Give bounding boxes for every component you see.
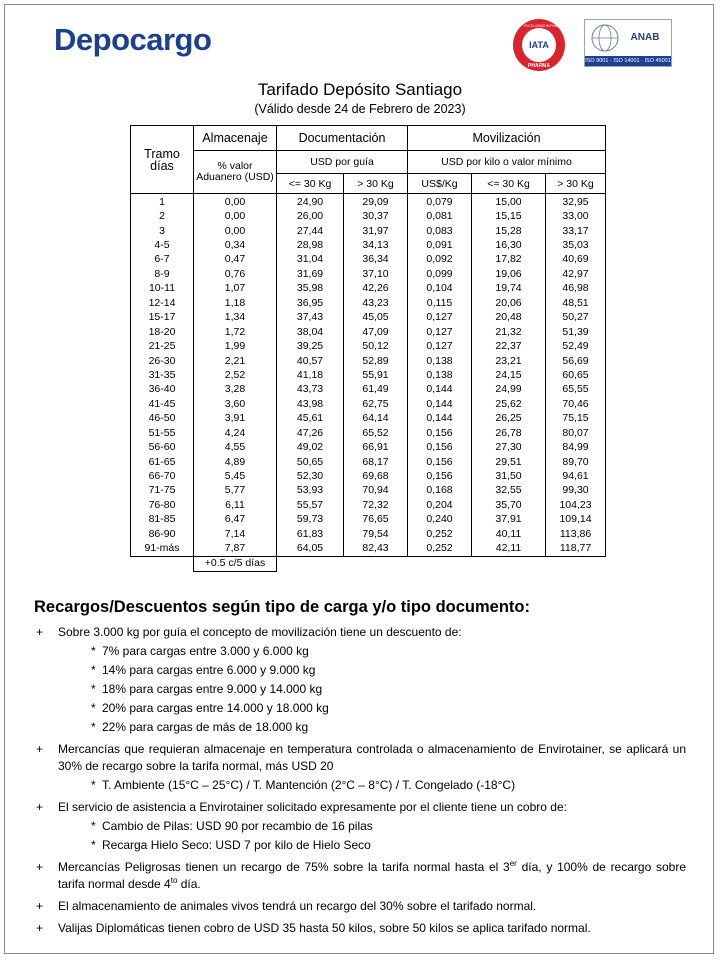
cell-tramo: 76-80	[131, 498, 194, 512]
cell-mov-usdkg: 0,081	[408, 209, 472, 223]
cell-tramo: 66-70	[131, 469, 194, 483]
table-row	[131, 238, 606, 252]
iso-certification-seal	[584, 19, 672, 67]
anab-label: ANAB	[630, 32, 660, 43]
cell-mov-le30: 35,70	[472, 498, 546, 512]
cell-mov-gt30: 42,97	[546, 267, 606, 281]
cell-mov-le30: 15,00	[472, 194, 546, 210]
cell-tramo: 21-25	[131, 339, 194, 353]
cell-mov-gt30: 109,14	[546, 513, 606, 527]
cell-almacenaje: 0,00	[194, 224, 277, 238]
cell-tramo: 61-65	[131, 455, 194, 469]
notes-list	[36, 624, 686, 942]
cell-mov-usdkg: 0,138	[408, 368, 472, 382]
page-title: Tarifado Depósito Santiago	[257, 80, 463, 99]
cell-almacenaje: 4,24	[194, 426, 277, 440]
cell-mov-le30: 25,62	[472, 397, 546, 411]
cell-mov-gt30: 118,77	[546, 542, 606, 557]
cell-mov-le30: 42,11	[472, 542, 546, 557]
cell-mov-usdkg: 0,099	[408, 267, 472, 281]
cell-tramo: 15-17	[131, 311, 194, 325]
table-row	[131, 484, 606, 498]
cell-doc-le30: 38,04	[277, 325, 344, 339]
sub-text: 14% para cargas entre 6.000 y 9.000 kg	[102, 663, 316, 677]
sub-item	[58, 777, 686, 794]
cell-mov-usdkg: 0,156	[408, 440, 472, 454]
cell-tramo: 1	[131, 194, 194, 210]
cell-doc-le30: 45,61	[277, 412, 344, 426]
cell-mov-usdkg: 0,138	[408, 354, 472, 368]
cell-almacenaje: 5,77	[194, 484, 277, 498]
star-bullet: *	[91, 663, 96, 677]
note-text-part: Mercancías Peligrosas tienen un recargo de 75% sobre la tarifa normal hasta el 3	[58, 860, 510, 874]
cell-doc-gt30: 82,43	[344, 542, 408, 557]
cell-doc-le30: 47,26	[277, 426, 344, 440]
cell-tramo: 81-85	[131, 513, 194, 527]
cell-doc-gt30: 62,75	[344, 397, 408, 411]
table-row	[131, 224, 606, 238]
cell-mov-usdkg: 0,156	[408, 469, 472, 483]
cell-doc-le30: 31,04	[277, 253, 344, 267]
cert-text: ISO 9001 · ISO 14001 · ISO 45001	[585, 58, 671, 64]
cell-almacenaje: 6,47	[194, 513, 277, 527]
depocargo-logo: Depocargo	[54, 22, 212, 57]
table-row	[131, 440, 606, 454]
page-subtitle: (Válido desde 24 de Febrero de 2023)	[254, 102, 466, 116]
tariff-table	[130, 125, 606, 572]
cell-almacenaje: 0,34	[194, 238, 277, 252]
header-mov-le30: <= 30 Kg	[472, 174, 546, 194]
cell-almacenaje: 3,60	[194, 397, 277, 411]
header-doc-le30: <= 30 Kg	[277, 174, 344, 194]
sub-item	[58, 837, 686, 854]
cell-mov-gt30: 40,69	[546, 253, 606, 267]
table-row	[131, 267, 606, 281]
sub-text: Recarga Hielo Seco: USD 7 por kilo de Hielo Seco	[102, 838, 371, 852]
cell-mov-le30: 20,48	[472, 311, 546, 325]
cell-mov-gt30: 60,65	[546, 368, 606, 382]
note-text: El servicio de asistencia a Envirotainer solicitado expresamente por el cliente tiene un cobro de:	[58, 800, 567, 814]
cell-tramo: 3	[131, 224, 194, 238]
cell-almacenaje: 2,52	[194, 368, 277, 382]
header-documentacion: Documentación	[277, 126, 408, 151]
cell-mov-gt30: 104,23	[546, 498, 606, 512]
cell-mov-usdkg: 0,104	[408, 282, 472, 296]
cell-mov-gt30: 80,07	[546, 426, 606, 440]
cell-tramo: 12-14	[131, 296, 194, 310]
table-row	[131, 498, 606, 512]
cell-mov-gt30: 89,70	[546, 455, 606, 469]
cell-doc-le30: 49,02	[277, 440, 344, 454]
cell-doc-gt30: 76,65	[344, 513, 408, 527]
header-usd-guia: USD por guía	[277, 151, 408, 174]
header-movilizacion: Movilización	[408, 126, 606, 151]
cell-mov-le30: 22,37	[472, 339, 546, 353]
cell-doc-le30: 26,00	[277, 209, 344, 223]
cell-mov-gt30: 32,95	[546, 194, 606, 210]
table-row	[131, 397, 606, 411]
sub-item	[58, 818, 686, 835]
cell-mov-gt30: 51,39	[546, 325, 606, 339]
cell-doc-le30: 37,43	[277, 311, 344, 325]
cell-doc-gt30: 64,14	[344, 412, 408, 426]
cell-tramo: 51-55	[131, 426, 194, 440]
iata-ceiv-pharma-badge	[512, 18, 566, 72]
cell-doc-gt30: 29,09	[344, 194, 408, 210]
plus-bullet: +	[36, 921, 44, 935]
cell-mov-le30: 29,51	[472, 455, 546, 469]
cell-doc-gt30: 34,13	[344, 238, 408, 252]
table-row	[131, 209, 606, 223]
cell-mov-gt30: 84,99	[546, 440, 606, 454]
table-row	[131, 325, 606, 339]
plus-bullet: +	[36, 860, 44, 874]
plus-bullet: +	[36, 800, 44, 814]
cell-tramo: 31-35	[131, 368, 194, 382]
cell-doc-gt30: 69,68	[344, 469, 408, 483]
cell-almacenaje: 6,11	[194, 498, 277, 512]
cell-doc-le30: 50,65	[277, 455, 344, 469]
cell-mov-le30: 24,15	[472, 368, 546, 382]
cell-mov-usdkg: 0,127	[408, 311, 472, 325]
cell-mov-usdkg: 0,083	[408, 224, 472, 238]
header-mov-usdkg: US$/Kg	[408, 174, 472, 194]
cell-doc-gt30: 52,89	[344, 354, 408, 368]
cell-mov-le30: 19,06	[472, 267, 546, 281]
cell-mov-le30: 27,30	[472, 440, 546, 454]
cell-tramo: 4-5	[131, 238, 194, 252]
sub-item	[58, 643, 686, 660]
cell-doc-gt30: 70,94	[344, 484, 408, 498]
iata-label: IATA	[529, 40, 549, 50]
cell-mov-gt30: 75,15	[546, 412, 606, 426]
cell-mov-usdkg: 0,156	[408, 455, 472, 469]
star-bullet: *	[91, 838, 96, 852]
sub-item	[58, 662, 686, 679]
cell-doc-gt30: 43,23	[344, 296, 408, 310]
cell-mov-gt30: 33,00	[546, 209, 606, 223]
cell-mov-usdkg: 0,144	[408, 397, 472, 411]
cell-mov-usdkg: 0,079	[408, 194, 472, 210]
cell-mov-gt30: 99,30	[546, 484, 606, 498]
cell-tramo: 6-7	[131, 253, 194, 267]
note-text: Mercancías que requieran almacenaje en temperatura controlada o almacenamiento de Envirotainer, se aplicará un 30% de recargo sobre la tarifa normal, más USD 20	[58, 742, 686, 773]
sub-item	[58, 700, 686, 717]
cell-almacenaje: 1,72	[194, 325, 277, 339]
cell-mov-le30: 15,15	[472, 209, 546, 223]
cell-doc-le30: 64,05	[277, 542, 344, 557]
header-usd-kilo: USD por kilo o valor mínimo	[408, 151, 606, 174]
star-bullet: *	[91, 720, 96, 734]
section-title: Recargos/Descuentos según tipo de carga y/o tipo documento:	[34, 598, 530, 616]
sub-text: 7% para cargas entre 3.000 y 6.000 kg	[102, 644, 309, 658]
cell-tramo: 41-45	[131, 397, 194, 411]
header-doc-gt30: > 30 Kg	[344, 174, 408, 194]
cell-almacenaje: 0,00	[194, 209, 277, 223]
pharma-label: PHARMA	[528, 63, 550, 69]
cell-mov-le30: 40,11	[472, 527, 546, 541]
note-item	[36, 920, 686, 937]
cell-mov-usdkg: 0,144	[408, 412, 472, 426]
cell-mov-le30: 37,91	[472, 513, 546, 527]
cell-doc-le30: 41,18	[277, 368, 344, 382]
table-row	[131, 282, 606, 296]
sub-item	[58, 681, 686, 698]
cell-doc-le30: 59,73	[277, 513, 344, 527]
cell-mov-usdkg: 0,127	[408, 325, 472, 339]
table-row	[131, 296, 606, 310]
note-item	[36, 799, 686, 854]
cell-almacenaje: 0,47	[194, 253, 277, 267]
table-row	[131, 339, 606, 353]
cell-tramo: 26-30	[131, 354, 194, 368]
cell-tramo: 36-40	[131, 383, 194, 397]
cell-doc-gt30: 31,97	[344, 224, 408, 238]
cell-tramo: 91-más	[131, 542, 194, 557]
cell-almacenaje: 7,14	[194, 527, 277, 541]
cell-almacenaje: 4,89	[194, 455, 277, 469]
cell-mov-gt30: 56,69	[546, 354, 606, 368]
cell-mov-gt30: 33,17	[546, 224, 606, 238]
cell-doc-le30: 31,69	[277, 267, 344, 281]
note-item	[36, 741, 686, 794]
cell-mov-usdkg: 0,252	[408, 542, 472, 557]
cell-doc-gt30: 68,17	[344, 455, 408, 469]
cell-doc-gt30: 50,12	[344, 339, 408, 353]
table-row	[131, 368, 606, 382]
cell-almacenaje: 0,00	[194, 194, 277, 210]
cell-mov-gt30: 70,46	[546, 397, 606, 411]
cell-mov-gt30: 48,51	[546, 296, 606, 310]
cell-tramo: 71-75	[131, 484, 194, 498]
cell-doc-gt30: 79,54	[344, 527, 408, 541]
cell-tramo: 10-11	[131, 282, 194, 296]
cell-doc-le30: 43,98	[277, 397, 344, 411]
table-row	[131, 354, 606, 368]
cell-mov-le30: 19,74	[472, 282, 546, 296]
cell-doc-le30: 43,73	[277, 383, 344, 397]
cell-mov-gt30: 35,03	[546, 238, 606, 252]
cell-mov-le30: 26,78	[472, 426, 546, 440]
cell-doc-le30: 36,95	[277, 296, 344, 310]
cell-mov-le30: 32,55	[472, 484, 546, 498]
cell-mov-gt30: 46,98	[546, 282, 606, 296]
cell-almacenaje: 3,28	[194, 383, 277, 397]
table-row	[131, 527, 606, 541]
cell-mov-le30: 31,50	[472, 469, 546, 483]
table-row	[131, 383, 606, 397]
star-bullet: *	[91, 778, 96, 792]
cell-doc-gt30: 65,52	[344, 426, 408, 440]
cell-doc-gt30: 42,26	[344, 282, 408, 296]
cell-mov-usdkg: 0,092	[408, 253, 472, 267]
cell-almacenaje: 1,34	[194, 311, 277, 325]
star-bullet: *	[91, 644, 96, 658]
cell-tramo: 56-60	[131, 440, 194, 454]
almacenaje-extra-note: +0.5 c/5 días	[194, 556, 277, 571]
cell-doc-gt30: 37,10	[344, 267, 408, 281]
plus-bullet: +	[36, 742, 44, 756]
cell-mov-usdkg: 0,204	[408, 498, 472, 512]
ordinal-sup: to	[170, 876, 178, 885]
plus-bullet: +	[36, 899, 44, 913]
note-item	[36, 859, 686, 893]
note-text-part: día, y 100% de recargo sobre tarifa normal desde 4	[58, 860, 687, 891]
header-pct-valor: % valor Aduanero (USD)	[194, 151, 277, 194]
cell-tramo: 2	[131, 209, 194, 223]
cell-doc-gt30: 45,05	[344, 311, 408, 325]
cell-doc-gt30: 61,49	[344, 383, 408, 397]
table-row	[131, 412, 606, 426]
table-row	[131, 194, 606, 210]
cell-mov-gt30: 52,49	[546, 339, 606, 353]
cell-doc-gt30: 55,91	[344, 368, 408, 382]
cell-almacenaje: 7,87	[194, 542, 277, 557]
star-bullet: *	[91, 701, 96, 715]
cell-almacenaje: 1,18	[194, 296, 277, 310]
table-row	[131, 426, 606, 440]
cell-doc-le30: 27,44	[277, 224, 344, 238]
cell-doc-le30: 61,83	[277, 527, 344, 541]
cell-doc-le30: 28,98	[277, 238, 344, 252]
cell-mov-usdkg: 0,144	[408, 383, 472, 397]
cell-doc-gt30: 30,37	[344, 209, 408, 223]
cell-mov-gt30: 113,86	[546, 527, 606, 541]
cell-mov-le30: 16,30	[472, 238, 546, 252]
cell-almacenaje: 1,07	[194, 282, 277, 296]
cell-mov-le30: 20,06	[472, 296, 546, 310]
cell-doc-le30: 35,98	[277, 282, 344, 296]
cell-doc-le30: 39,25	[277, 339, 344, 353]
table-row	[131, 311, 606, 325]
cell-mov-usdkg: 0,127	[408, 339, 472, 353]
plus-bullet: +	[36, 625, 44, 639]
table-row	[131, 513, 606, 527]
cell-tramo: 86-90	[131, 527, 194, 541]
sub-text: 18% para cargas entre 9.000 y 14.000 kg	[102, 682, 323, 696]
table-row	[131, 455, 606, 469]
cell-almacenaje: 2,21	[194, 354, 277, 368]
star-bullet: *	[91, 819, 96, 833]
note-text: Valijas Diplomáticas tienen cobro de USD 35 hasta 50 kilos, sobre 50 kilos se aplica tarifado normal.	[58, 921, 591, 935]
note-text: Sobre 3.000 kg por guía el concepto de movilización tiene un descuento de:	[58, 625, 462, 639]
cell-mov-gt30: 50,27	[546, 311, 606, 325]
cell-doc-le30: 52,30	[277, 469, 344, 483]
cell-mov-usdkg: 0,115	[408, 296, 472, 310]
iata-ring-text: CEIV · EXCELLENCE IN PHARMA	[514, 24, 564, 28]
cell-mov-le30: 21,32	[472, 325, 546, 339]
cell-tramo: 18-20	[131, 325, 194, 339]
cell-almacenaje: 3,91	[194, 412, 277, 426]
cell-almacenaje: 1,99	[194, 339, 277, 353]
header-tramo: Tramo días	[131, 126, 194, 194]
cell-mov-le30: 15,28	[472, 224, 546, 238]
cell-mov-gt30: 65,55	[546, 383, 606, 397]
sub-text: 22% para cargas de más de 18.000 kg	[102, 720, 309, 734]
cell-doc-le30: 55,57	[277, 498, 344, 512]
cell-tramo: 8-9	[131, 267, 194, 281]
table-row	[131, 253, 606, 267]
cell-mov-usdkg: 0,156	[408, 426, 472, 440]
cell-doc-gt30: 72,32	[344, 498, 408, 512]
sub-text: T. Ambiente (15°C – 25°C) / T. Mantención (2°C – 8°C) / T. Congelado (-18°C)	[102, 778, 516, 792]
cell-mov-gt30: 94,61	[546, 469, 606, 483]
header-almacenaje: Almacenaje	[194, 126, 277, 151]
header-mov-gt30: > 30 Kg	[546, 174, 606, 194]
table-row	[131, 469, 606, 483]
cell-mov-usdkg: 0,091	[408, 238, 472, 252]
cell-mov-le30: 26,25	[472, 412, 546, 426]
cell-doc-gt30: 66,91	[344, 440, 408, 454]
note-item	[36, 624, 686, 736]
cell-mov-le30: 17,82	[472, 253, 546, 267]
cell-mov-le30: 23,21	[472, 354, 546, 368]
cell-mov-usdkg: 0,240	[408, 513, 472, 527]
cell-almacenaje: 4,55	[194, 440, 277, 454]
note-item	[36, 898, 686, 915]
note-text-part: día.	[177, 877, 201, 891]
table-row	[131, 542, 606, 557]
cell-almacenaje: 0,76	[194, 267, 277, 281]
cell-tramo: 46-50	[131, 412, 194, 426]
globe-icon	[585, 20, 671, 56]
cell-doc-gt30: 47,09	[344, 325, 408, 339]
cell-mov-usdkg: 0,252	[408, 527, 472, 541]
sub-text: Cambio de Pilas: USD 90 por recambio de 16 pilas	[102, 819, 373, 833]
cell-almacenaje: 5,45	[194, 469, 277, 483]
note-text: El almacenamiento de animales vivos tendrá un recargo del 30% sobre el tarifado normal.	[58, 899, 537, 913]
cell-mov-le30: 24,99	[472, 383, 546, 397]
sub-item	[58, 719, 686, 736]
cell-doc-le30: 53,93	[277, 484, 344, 498]
cell-doc-le30: 40,57	[277, 354, 344, 368]
star-bullet: *	[91, 682, 96, 696]
cell-doc-le30: 24,90	[277, 194, 344, 210]
cell-doc-gt30: 36,34	[344, 253, 408, 267]
ordinal-sup: er	[509, 859, 517, 868]
sub-text: 20% para cargas entre 14.000 y 18.000 kg	[102, 701, 329, 715]
cell-mov-usdkg: 0,168	[408, 484, 472, 498]
